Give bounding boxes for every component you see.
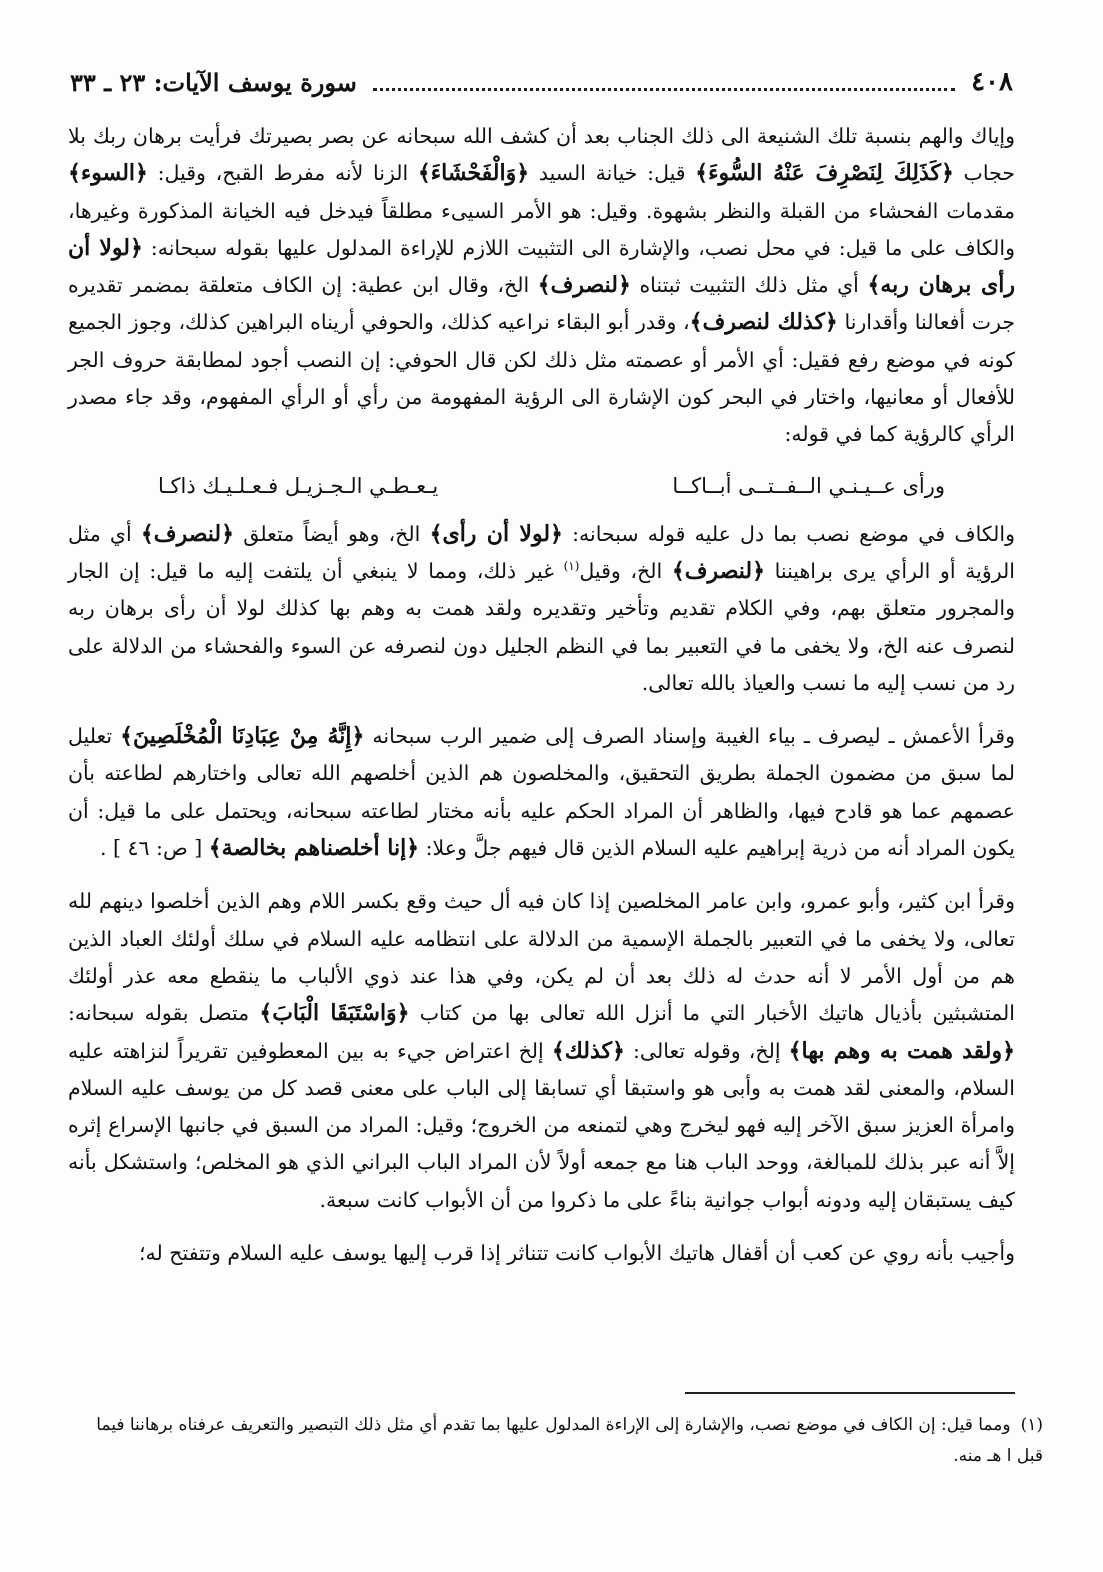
footnote-text: ومما قيل: إن الكاف في موضع نصب، والإشارة إلى الإراءة المدلول عليها بما تقدم أي مثل ذلك التبصير والتعريف عرفناه برهاننا فيما قبل ا هـ منه. <box>96 1415 1043 1466</box>
quran-verse: ﴿كَذَلِكَ لِنَصْرِفَ عَنْهُ السُّوءَ﴾ <box>695 160 954 187</box>
text-run: الخ، وقال ابن عطية: إن الكاف متعلقة بمضمر تقديره جرت أفعالنا وأقدارنا <box>68 273 1016 335</box>
quran-verse: ﴿لولا أن رأى برهان ربه﴾ <box>68 234 1015 299</box>
quran-verse: ﴿لنصرف﴾ <box>537 272 631 299</box>
paragraph-1 <box>68 118 1015 454</box>
header-leader-dots <box>373 74 955 91</box>
quran-verse: ﴿لنصرف﴾ <box>671 557 766 584</box>
text-run: والكاف في موضع نصب بما دل عليه قوله سبحانه: <box>562 521 1015 546</box>
poem-second-hemistich: يـعـطـي الـجـزيـل فـعـلـيـك ذاكـا <box>158 473 439 498</box>
quran-verse: ﴿لولا أن رأى﴾ <box>429 520 563 547</box>
footnote-separator <box>685 1392 1015 1394</box>
quran-verse: ﴿إِنَّهُ مِنْ عِبَادِنَا الْمُخْلَصِينَ﴾ <box>120 723 365 750</box>
footnote <box>68 1410 1043 1472</box>
quran-verse: ﴿وَاسْتَبَقَا الْبَابَ﴾ <box>259 1000 410 1027</box>
text-run: متصل بقوله سبحانه: <box>68 1001 260 1026</box>
text-run: وأجيب بأنه روي عن كعب أن أقفال هاتيك الأبواب كانت تتناثر إذا قرب إليها يوسف عليه السلام وتتفتح له؛ <box>139 1241 1015 1266</box>
text-run: وقرأ الأعمش ـ ليصرف ـ بياء الغيبة وإسناد الصرف إلى ضمير الرب سبحانه <box>364 724 1015 749</box>
text-run: غير ذلك، ومما لا ينبغي أن يلتفت إليه ما قيل: إن الجار والمجرور متعلق بهم، وفي الكلام تقديم وتأخير وتقديره ولقد همت به وهم بها كذلك لولا أن رأى برهان ربه لنصرف عنه الخ، ولا يخفى ما في التعبير بما في النظم الجليل دون لنصرفه عن السوء والفحشاء من الدلالة على رد من نسب إليه ما نسب والعياذ بالله تعالى. <box>68 558 1015 695</box>
paragraph-3 <box>68 718 1015 867</box>
paragraph-5 <box>68 1235 1015 1272</box>
text-run: ، وقدر أبو البقاء نراعيه كذلك، والحوفي أريناه البراهين كذلك، وجوز الجميع كونه في موضع رفع فقيل: أي الأمر أو عصمته مثل ذلك لكن قال الحوفي: إن النصب أجود لمطابقة حروف الجر للأفعال أو معانيها، واختار في البحر كون الإشارة الى الرؤية المفهومة من رأي أو الرأي المفهوم، وقد جاء مصدر الرأي كالرؤية كما في قوله: <box>68 310 1016 447</box>
text-run: مقدمات الفحشاء من القبلة والنظر بشهوة. وقيل: هو الأمر السيىء مطلقاً فيدخل فيه الخيانة المذكورة وغيرها، والكاف على ما قيل: في محل نصب، والإشارة الى التثبيت اللازم للإراءة المدلول عليها بقوله سبحانه: <box>68 198 1016 260</box>
footnote-number: (١) <box>1020 1415 1043 1435</box>
poem-verse <box>158 466 945 506</box>
text-run: وقرأ ابن كثير، وأبو عمرو، وابن عامر المخلصين إذا كان فيه أل حيث وقع بكسر اللام وهم الذين أخلصوا دينهم لله تعالى، ولا يخفى ما في التعبير بالجملة الإسمية من الدلالة على انتظامه عليه السلام في سلك أولئك العباد الذين هم من أول الأمر لا أنه حدث له ذلك بعد أن لم يكن، وفي هذا عند ذوي الألباب ما ينقطع معه عذر أولئك المتشبثين بأذيال هاتيك الأخبار التي ما أنزل الله تعالى بها من كتاب <box>68 889 1015 1026</box>
quran-verse: ﴿السوء﴾ <box>68 160 148 187</box>
quran-verse: ﴿ولقد همت به وهم بها﴾ <box>788 1037 1016 1064</box>
quran-verse: ﴿وَالْفَحْشَاءَ﴾ <box>417 160 530 187</box>
paragraph-2 <box>68 516 1015 702</box>
running-header <box>70 62 1013 102</box>
paragraph-4 <box>68 883 1015 1219</box>
text-run: أي مثل الرؤية أو الرأي يرى براهيننا <box>68 521 1015 583</box>
text-run: قيل: خيانة السيد <box>529 161 696 186</box>
text-run: أي مثل ذلك التثبيت ثبتناه <box>630 273 868 298</box>
poem-first-hemistich: ورأى عــيـنـي الــفــتــى أبــاكــا <box>672 473 945 498</box>
text-run: تعليل لما سبق من مضمون الجملة بطريق التحقيق، والمخلصون هم الذين أخلصهم الله تعالى واختارهم لطاعته بأن عصمهم عما هو قادح فيها، والظاهر أن المراد الحكم عليه بأنه مختار لطاعته سبحانه، ويحتمل على ما قيل: أن يكون المراد أنه من ذرية إبراهيم عليه السلام الذين قال فيهم جلَّ وعلا: <box>68 724 1015 861</box>
quran-verse: ﴿إنا أخلصناهم بخالصة﴾ <box>208 835 420 862</box>
page-number: ٤٠٨ <box>971 67 1013 97</box>
text-run: إلخ اعتراض جيء به بين المعطوفين تقريراً لنزاهته عليه السلام، والمعنى لقد همت به وأبى هو واستبقا أي تسابقا إلى الباب على معنى قصد كل من يوسف عليه السلام وامرأة العزيز سبق الآخر إليه فهو ليخرج وهي لتمنعه من الخروج؛ وقيل: المراد من السبق في جانبها الإسراع إثره إلاَّ أنه عبر بذلك للمبالغة، ووحد الباب هنا مع جمعه أولاً لأن المراد الباب البراني الذي هو المخلص؛ واستشكل بأنه كيف يستبقان إليه ودونه أبواب جوانية بناءً على ما ذكروا من أن الأبواب كانت سبعة. <box>68 1038 1015 1212</box>
text-run: إلخ، وقوله تعالى: <box>624 1038 789 1063</box>
text-run: الخ، وهو أيضاً متعلق <box>234 521 430 546</box>
text-run: الزنا لأنه مفرط القبح، وقيل: <box>147 161 418 186</box>
text-run: وإياك والهم بنسبة تلك الشنيعة الى ذلك الجناب بعد أن كشف الله سبحانه عن بصر بصيرتك فرأيت برهان ربك بلا حجاب <box>68 124 1015 186</box>
text-run: [ ص: ٤٦ ] . <box>99 836 209 861</box>
quran-verse: ﴿كذلك لنصرف﴾ <box>689 309 838 336</box>
surah-title: سورة يوسف الآيات: ٢٣ ـ ٣٣ <box>70 67 357 97</box>
text-run: الخ، وقيل <box>579 558 672 583</box>
quran-verse: ﴿لنصرف﴾ <box>140 520 235 547</box>
quran-verse: ﴿كذلك﴾ <box>551 1037 625 1064</box>
main-text <box>68 118 1015 1272</box>
footnote-reference[interactable]: (١) <box>563 559 580 574</box>
